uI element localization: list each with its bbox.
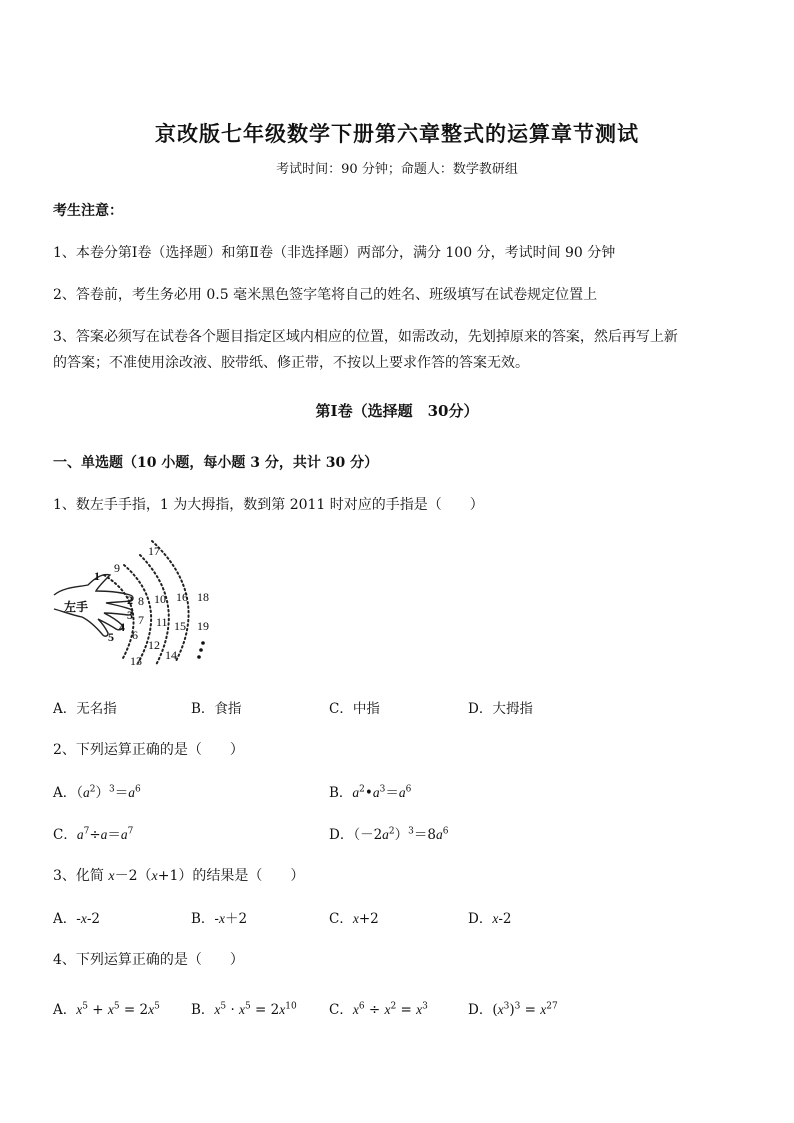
notice-item-3: 3、答案必须写在试卷各个题目指定区域内相应的位置，如需改动，先划掉原来的答案，然后再写上新 (53, 329, 678, 345)
finger-number: 8 (138, 594, 144, 608)
section-title: 第Ⅰ卷（选择题 30分） (315, 402, 479, 420)
finger-number: 17 (148, 544, 160, 558)
q2-option-a[interactable]: A．$(a^2)^3=a^6$ (53, 784, 141, 801)
q4-option-c[interactable]: C．$x^6 \div x^2 = x^3$ (329, 1001, 428, 1018)
q3-option-b[interactable]: B．-x＋2 (191, 911, 248, 927)
question-2-stem: 2、下列运算正确的是（ ） (53, 742, 244, 758)
finger-number: 18 (197, 590, 209, 604)
finger-number: 9 (114, 561, 120, 575)
finger-number: 14 (165, 648, 177, 662)
q2-option-d[interactable]: D．$(-2a^2)^3=8a^6$ (329, 826, 449, 843)
notice-item-3-cont: 的答案；不准使用涂改液、胶带纸、修正带，不按以上要求作答的答案无效。 (53, 355, 529, 371)
notice-heading: 考生注意： (53, 203, 123, 219)
finger-number: 16 (176, 590, 188, 604)
finger-number: 10 (154, 592, 166, 606)
q1-option-b[interactable]: B．食指 (191, 701, 242, 717)
finger-number: 11 (156, 615, 168, 629)
finger-number: 4 (119, 620, 125, 634)
finger-number: 7 (138, 613, 144, 627)
q4-option-b[interactable]: B．$x^5 \cdot x^5 = 2x^{10}$ (191, 1001, 297, 1018)
question-1-stem: 1、数左手手指，1 为大拇指，数到第 2011 时对应的手指是（ ） (53, 497, 484, 513)
q3-option-d[interactable]: D．x-2 (468, 911, 512, 927)
notice-item-2: 2、答卷前，考生务必用 0.5 毫米黑色签字笔将自己的姓名、班级填写在试卷规定位置上 (53, 287, 598, 303)
exam-info: 考试时间：90 分钟；命题人：数学教研组 (276, 162, 518, 177)
hand-label: 左手 (64, 600, 89, 614)
finger-number: 19 (197, 619, 209, 633)
finger-number: 5 (108, 630, 114, 644)
q1-option-c[interactable]: C．中指 (329, 701, 380, 717)
part-title: 一、单选题（10 小题，每小题 3 分，共计 30 分） (53, 455, 379, 471)
q4-option-a[interactable]: A．$x^5 + x^5 = 2x^5$ (53, 1001, 160, 1018)
finger-number: 13 (130, 654, 142, 668)
finger-number: 6 (132, 628, 138, 642)
q2-option-b[interactable]: B．$a^2•a^3=a^6$ (329, 784, 412, 801)
page-title: 京改版七年级数学下册第六章整式的运算章节测试 (155, 121, 639, 146)
q3-option-c[interactable]: C．x+2 (329, 911, 379, 927)
finger-number: 2 (127, 593, 133, 607)
finger-number: 1 (94, 569, 100, 583)
question-3-stem: 3、化简 x－2（x+1）的结果是（ ） (53, 868, 305, 884)
notice-item-1: 1、本卷分第Ⅰ卷（选择题）和第Ⅱ卷（非选择题）两部分，满分 100 分，考试时间 90 分钟 (53, 245, 616, 261)
q1-option-a[interactable]: A．无名指 (53, 701, 117, 717)
q2-option-c[interactable]: C．$a^7\div a=a^7$ (53, 826, 134, 843)
hand-finger-figure (52, 535, 222, 674)
q3-option-a[interactable]: A．-x-2 (53, 911, 100, 927)
finger-number: 3 (127, 608, 133, 622)
question-4-stem: 4、下列运算正确的是（ ） (53, 952, 244, 968)
finger-number: 12 (148, 638, 160, 652)
finger-number: 15 (174, 619, 186, 633)
q4-option-d[interactable]: D．$(x^3)^3 = x^{27}$ (468, 1001, 558, 1018)
q1-option-d[interactable]: D．大拇指 (468, 701, 533, 717)
